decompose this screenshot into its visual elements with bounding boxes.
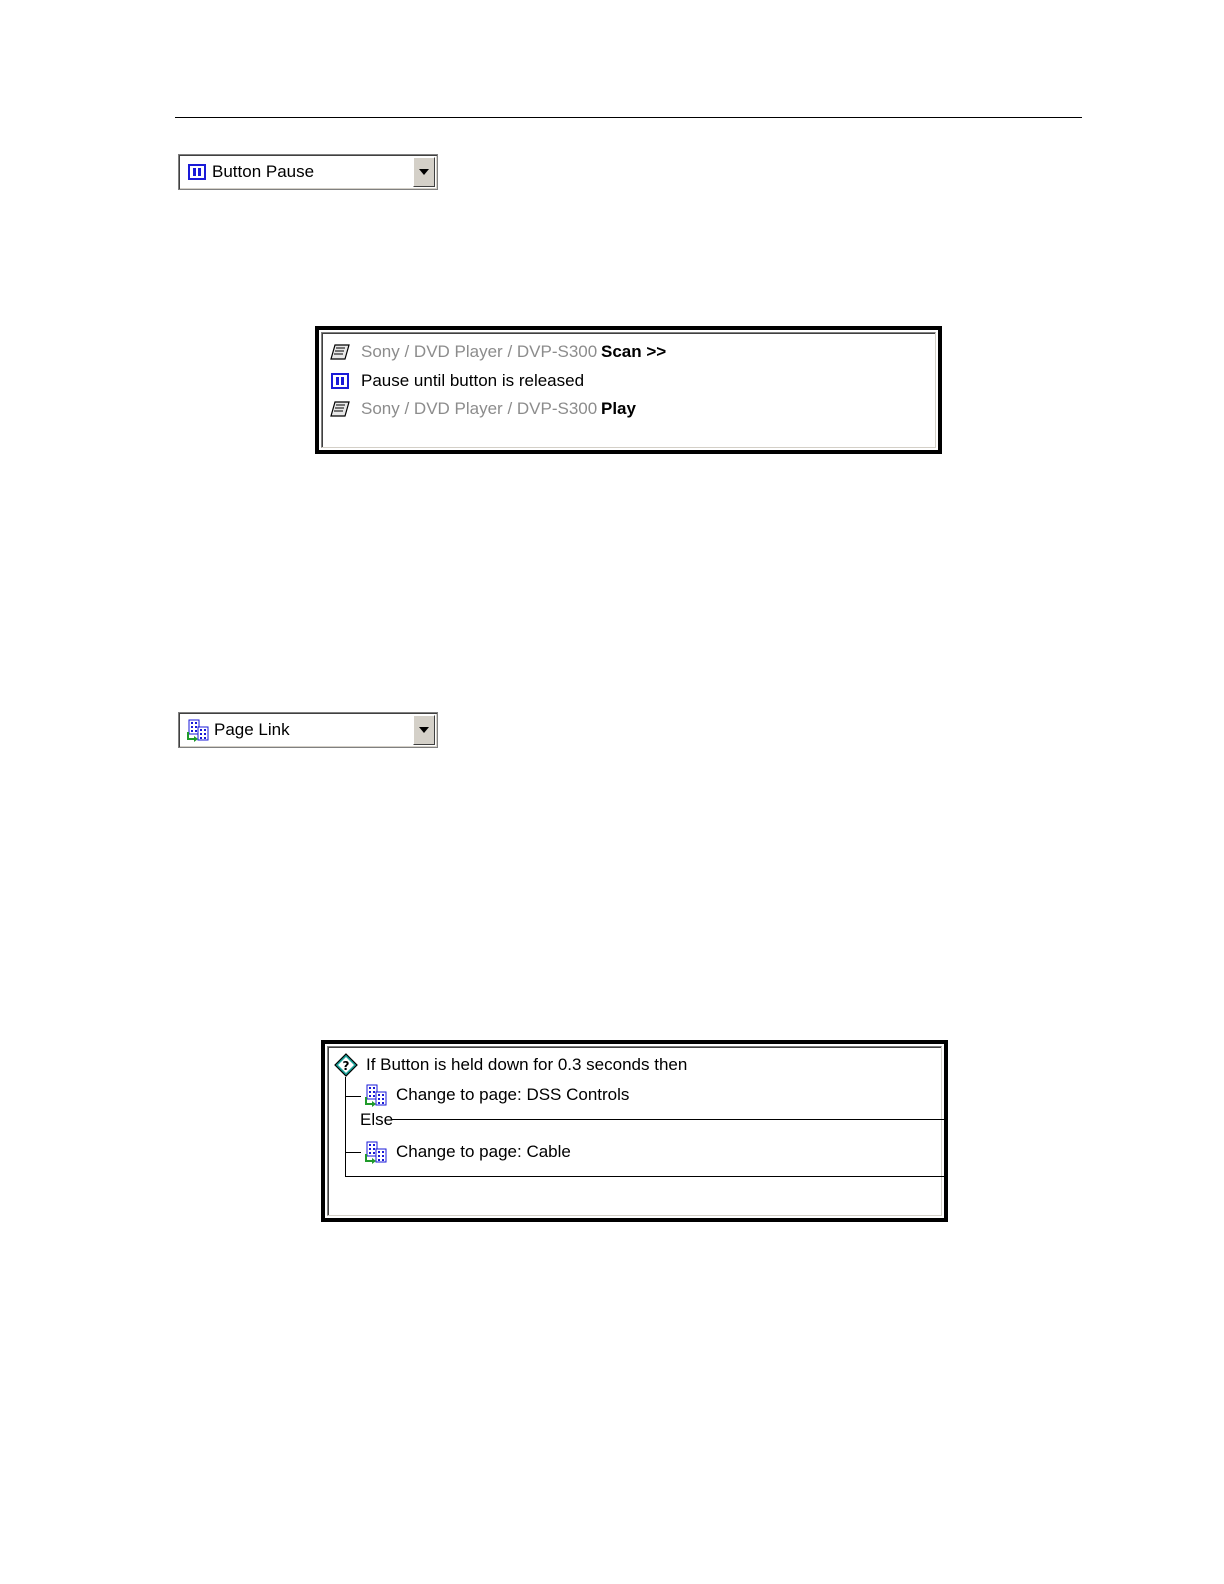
tree-branch-line [345, 1152, 361, 1153]
list-item[interactable] [329, 370, 584, 392]
ir-command-icon [329, 400, 351, 418]
page-link-icon [364, 1140, 388, 1164]
tree-trunk-line [345, 1077, 346, 1176]
combo-field [182, 716, 411, 744]
then-action-text: Change to page: DSS Controls [396, 1085, 630, 1104]
command-name: Play [601, 399, 636, 418]
list-item[interactable] [329, 341, 666, 363]
pause-icon [188, 164, 206, 180]
command-name: Scan >> [601, 342, 667, 361]
macro-steps-list[interactable] [321, 332, 936, 448]
tree-branch-line [345, 1096, 361, 1097]
condition-tree-panel [321, 1040, 948, 1222]
device-path: Sony / DVD Player / DVP-S300 [361, 399, 598, 418]
macro-steps-panel [315, 326, 942, 454]
else-label: Else [360, 1110, 394, 1129]
if-condition-text: If Button is held down for 0.3 seconds then [366, 1055, 688, 1074]
pause-icon [331, 373, 349, 389]
else-action-text: Change to page: Cable [396, 1142, 571, 1161]
ir-command-icon [329, 343, 351, 361]
else-row[interactable] [360, 1109, 393, 1131]
svg-text:?: ? [342, 1059, 350, 1073]
dropdown-arrow-button[interactable] [413, 715, 435, 745]
action-type-combo-pagelink[interactable] [178, 712, 438, 748]
header-rule [175, 117, 1082, 118]
then-action-row[interactable] [364, 1082, 629, 1108]
chevron-down-icon [419, 727, 429, 733]
tree-end-line [345, 1176, 945, 1177]
combo-label: Button Pause [212, 162, 315, 181]
else-action-row[interactable] [364, 1139, 571, 1165]
list-item[interactable] [329, 398, 636, 420]
condition-tree-list[interactable] [327, 1046, 942, 1216]
combo-label: Page Link [214, 720, 290, 739]
if-condition-row[interactable] [334, 1053, 687, 1077]
combo-field [182, 158, 411, 186]
condition-diamond-icon [334, 1053, 358, 1077]
action-type-combo-pause[interactable] [178, 154, 438, 190]
dropdown-arrow-button[interactable] [413, 157, 435, 187]
else-separator-line [392, 1119, 945, 1120]
device-path: Sony / DVD Player / DVP-S300 [361, 342, 598, 361]
page-link-icon [186, 718, 210, 742]
page-link-icon [364, 1083, 388, 1107]
pause-text: Pause until button is released [361, 371, 585, 390]
chevron-down-icon [419, 169, 429, 175]
